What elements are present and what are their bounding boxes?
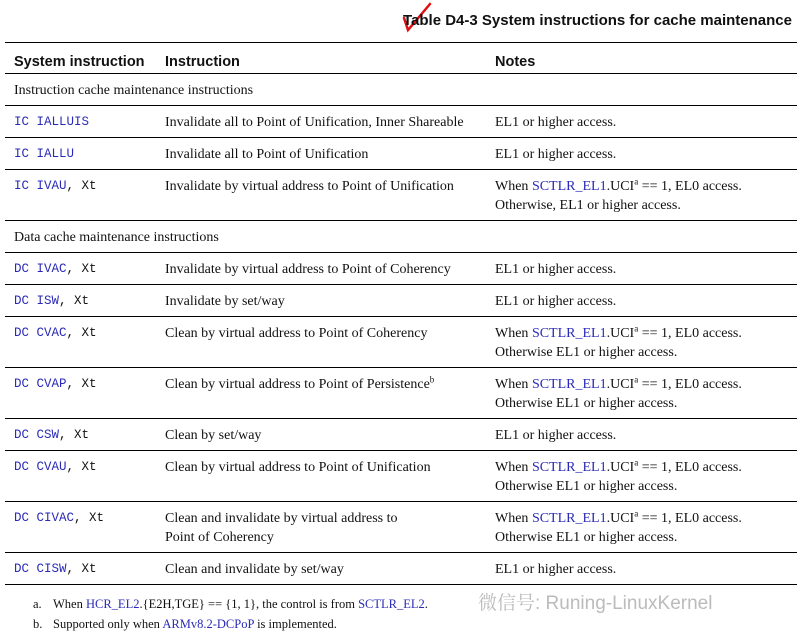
footnote-ref[interactable]: a [634, 508, 639, 519]
note-text: EL1 or higher access. [495, 147, 617, 162]
footnote-text: is implemented. [253, 617, 337, 631]
notes-cell [486, 368, 797, 419]
footnote-label: a. [33, 597, 42, 611]
note-text: .UCI [606, 326, 635, 341]
table-row [5, 138, 797, 170]
instruction-desc: Clean by virtual address to Point of Unification [165, 460, 431, 475]
instruction-mnemonic-link[interactable]: DC [14, 428, 30, 442]
instruction-desc: Invalidate all to Point of Unification [165, 147, 369, 162]
table-row [5, 368, 797, 419]
watermark: 微信号: Runing-LinuxKernel [478, 593, 713, 614]
instruction-op-link[interactable]: CISW [36, 562, 67, 576]
instruction-mnemonic-link[interactable]: IC [14, 115, 30, 129]
header-row [5, 43, 797, 74]
note-text: Otherwise EL1 or higher access. [495, 479, 678, 494]
footnote-ref[interactable]: a [634, 176, 639, 187]
note-text: When [495, 179, 532, 194]
system-instruction-cell [5, 106, 156, 138]
note-text: EL1 or higher access. [495, 428, 617, 443]
instruction-desc-cell [156, 317, 486, 368]
section-label: Instruction cache maintenance instructions [5, 74, 797, 106]
footnote-label: b. [33, 617, 43, 631]
note-text: .UCI [606, 460, 635, 475]
sctlr-el1-link[interactable]: SCTLR_EL1 [531, 326, 607, 341]
instruction-mnemonic-link[interactable]: DC [14, 562, 30, 576]
instruction-desc-cell [156, 553, 486, 585]
instruction-desc: Invalidate by virtual address to Point of Unification [165, 179, 454, 194]
note-text: Otherwise EL1 or higher access. [495, 345, 678, 360]
system-instruction-cell [5, 502, 156, 553]
footnote-link[interactable]: SCTLR_EL2 [358, 597, 425, 611]
table-row [5, 553, 797, 585]
header-notes: Notes [486, 43, 797, 74]
instruction-op-link[interactable]: IALLUIS [36, 115, 90, 129]
instruction-op-link[interactable]: CVAU [36, 460, 67, 474]
note-text: .UCI [606, 179, 635, 194]
header-instruction: Instruction [156, 43, 486, 74]
footnote-b [33, 617, 337, 632]
table-row [5, 419, 797, 451]
instruction-desc-line2: Point of Coherency [165, 530, 274, 545]
notes-cell [486, 419, 797, 451]
instruction-desc-cell [156, 451, 486, 502]
table-row [5, 170, 797, 221]
system-instruction-cell [5, 317, 156, 368]
note-text: When [495, 511, 532, 526]
instruction-op-link[interactable]: IVAU [36, 179, 67, 193]
note-text: == 1, EL0 access. [638, 460, 742, 475]
note-text: .UCI [606, 511, 635, 526]
table-title: Table D4-3 System instructions for cache maintenance [402, 12, 792, 29]
note-text: == 1, EL0 access. [638, 326, 742, 341]
note-text: When [495, 460, 532, 475]
system-instruction-cell [5, 253, 156, 285]
notes-cell [486, 106, 797, 138]
instruction-mnemonic-link[interactable]: DC [14, 262, 30, 276]
sctlr-el1-link[interactable]: SCTLR_EL1 [531, 460, 607, 475]
instruction-op-link[interactable]: CVAP [36, 377, 67, 391]
instruction-desc-cell [156, 285, 486, 317]
instruction-mnemonic-link[interactable]: DC [14, 377, 30, 391]
system-instruction-cell [5, 285, 156, 317]
note-text: EL1 or higher access. [495, 562, 617, 577]
instruction-op-link[interactable]: IVAC [36, 262, 67, 276]
notes-cell [486, 553, 797, 585]
instruction-desc-cell [156, 502, 486, 553]
instruction-arg: , Xt [66, 562, 97, 576]
instruction-arg: , Xt [66, 326, 97, 340]
instruction-arg: , Xt [66, 460, 97, 474]
footnote-ref[interactable]: b [429, 374, 435, 385]
note-text: Otherwise EL1 or higher access. [495, 396, 678, 411]
instruction-desc: Invalidate by virtual address to Point of Coherency [165, 262, 451, 277]
note-text: EL1 or higher access. [495, 294, 617, 309]
sctlr-el1-link[interactable]: SCTLR_EL1 [531, 377, 607, 392]
system-instruction-cell [5, 138, 156, 170]
footnote-ref[interactable]: a [634, 374, 639, 385]
note-text: .UCI [606, 377, 635, 392]
notes-cell [486, 138, 797, 170]
footnote-text: When [53, 597, 86, 611]
instruction-op-link[interactable]: CIVAC [36, 511, 75, 525]
note-text: EL1 or higher access. [495, 262, 617, 277]
instruction-op-link[interactable]: IALLU [36, 147, 75, 161]
notes-cell [486, 253, 797, 285]
notes-cell [486, 170, 797, 221]
system-instruction-cell [5, 419, 156, 451]
note-text: == 1, EL0 access. [638, 179, 742, 194]
instruction-desc: Clean by set/way [165, 428, 262, 443]
table-row [5, 502, 797, 553]
footnote-a [33, 597, 428, 612]
note-text: When [495, 377, 532, 392]
instruction-arg: , Xt [66, 262, 97, 276]
instruction-op-link[interactable]: ISW [36, 294, 60, 308]
table-row [5, 285, 797, 317]
footnote-ref[interactable]: a [634, 323, 639, 334]
table-row [5, 317, 797, 368]
note-text: When [495, 326, 532, 341]
table-row [5, 451, 797, 502]
instruction-desc: Clean and invalidate by set/way [165, 562, 344, 577]
notes-cell [486, 285, 797, 317]
instruction-arg: , Xt [66, 179, 97, 193]
instruction-desc-cell [156, 170, 486, 221]
footnote-link[interactable]: ARMv8.2-DCPoP [162, 617, 254, 631]
instruction-arg: , Xt [74, 511, 105, 525]
footnote-link[interactable]: HCR_EL2 [85, 597, 140, 611]
instruction-mnemonic-link[interactable]: IC [14, 147, 30, 161]
notes-cell [486, 451, 797, 502]
instruction-desc-cell [156, 253, 486, 285]
sctlr-el1-link[interactable]: SCTLR_EL1 [531, 511, 607, 526]
cache-maintenance-table [5, 42, 797, 585]
instruction-arg: , Xt [66, 377, 97, 391]
instruction-desc: Clean and invalidate by virtual address to [165, 511, 398, 526]
instruction-desc-cell [156, 419, 486, 451]
header-system-instruction: System instruction [5, 43, 156, 74]
system-instruction-cell [5, 368, 156, 419]
footnote-text: . [424, 597, 428, 611]
instruction-desc: Clean by virtual address to Point of Coherency [165, 326, 428, 341]
note-text: == 1, EL0 access. [638, 377, 742, 392]
instruction-desc: Invalidate all to Point of Unification, Inner Shareable [165, 115, 464, 130]
notes-cell [486, 502, 797, 553]
table-row [5, 253, 797, 285]
instruction-op-link[interactable]: CVAC [36, 326, 67, 340]
instruction-desc: Invalidate by set/way [165, 294, 285, 309]
notes-cell [486, 317, 797, 368]
system-instruction-cell [5, 170, 156, 221]
section-row [5, 74, 797, 106]
footnote-text: Supported only when [53, 617, 163, 631]
instruction-desc-cell [156, 368, 486, 419]
instruction-op-link[interactable]: CSW [36, 428, 60, 442]
instruction-mnemonic-link[interactable]: DC [14, 294, 30, 308]
system-instruction-cell [5, 553, 156, 585]
instruction-desc-cell [156, 138, 486, 170]
instruction-arg: , Xt [59, 428, 90, 442]
system-instruction-cell [5, 451, 156, 502]
sctlr-el1-link[interactable]: SCTLR_EL1 [531, 179, 607, 194]
table-row [5, 106, 797, 138]
instruction-desc-cell [156, 106, 486, 138]
footnote-text: .{E2H,TGE} == {1, 1}, the control is from [139, 597, 359, 611]
instruction-arg: , Xt [59, 294, 90, 308]
note-text: Otherwise EL1 or higher access. [495, 530, 678, 545]
note-text: == 1, EL0 access. [638, 511, 742, 526]
footnote-ref[interactable]: a [634, 457, 639, 468]
instruction-desc: Clean by virtual address to Point of Persistence [165, 377, 430, 392]
instruction-mnemonic-link[interactable]: DC [14, 511, 30, 525]
section-label: Data cache maintenance instructions [5, 221, 797, 253]
note-text: Otherwise, EL1 or higher access. [495, 198, 681, 213]
instruction-mnemonic-link[interactable]: DC [14, 460, 30, 474]
note-text: EL1 or higher access. [495, 115, 617, 130]
instruction-mnemonic-link[interactable]: IC [14, 179, 30, 193]
instruction-mnemonic-link[interactable]: DC [14, 326, 30, 340]
section-row [5, 221, 797, 253]
